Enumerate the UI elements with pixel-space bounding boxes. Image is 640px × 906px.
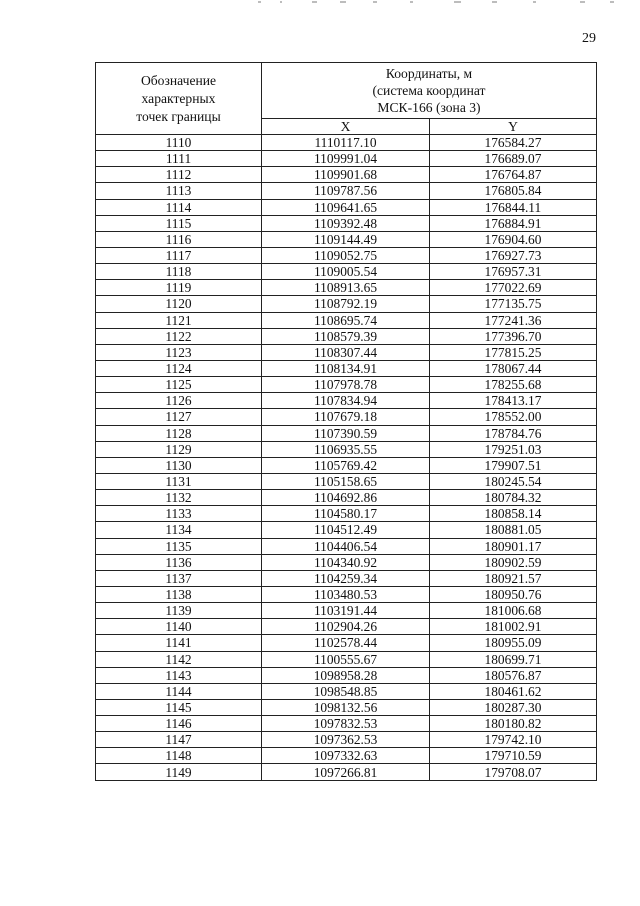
x-coordinate-cell: 1109144.49 <box>262 231 430 247</box>
y-coordinate-cell: 180858.14 <box>430 506 597 522</box>
x-coordinate-cell: 1109052.75 <box>262 247 430 263</box>
x-coordinate-cell: 1104259.34 <box>262 570 430 586</box>
x-coordinate-cell: 1102904.26 <box>262 619 430 635</box>
table-row <box>96 538 597 554</box>
table-row <box>96 151 597 167</box>
table-row <box>96 522 597 538</box>
y-coordinate-cell: 180576.87 <box>430 667 597 683</box>
table-row <box>96 667 597 683</box>
coordinates-header <box>262 63 597 119</box>
y-coordinate-cell: 179907.51 <box>430 457 597 473</box>
x-coordinate-cell: 1109005.54 <box>262 264 430 280</box>
y-coordinate-cell: 177396.70 <box>430 328 597 344</box>
table-row <box>96 716 597 732</box>
x-coordinate-cell: 1108134.91 <box>262 360 430 376</box>
coordinates-header-line: МСК-166 (зона 3) <box>377 100 481 115</box>
table-row <box>96 312 597 328</box>
table-row <box>96 603 597 619</box>
x-coordinate-cell: 1109787.56 <box>262 183 430 199</box>
x-coordinate-cell: 1100555.67 <box>262 651 430 667</box>
point-id-cell: 1125 <box>96 377 262 393</box>
point-id-cell: 1148 <box>96 748 262 764</box>
x-column-header: X <box>262 119 430 135</box>
table-row <box>96 619 597 635</box>
table-row <box>96 635 597 651</box>
point-id-cell: 1138 <box>96 586 262 602</box>
y-coordinate-cell: 176904.60 <box>430 231 597 247</box>
x-coordinate-cell: 1107390.59 <box>262 425 430 441</box>
y-coordinate-cell: 180461.62 <box>430 683 597 699</box>
table-row <box>96 409 597 425</box>
point-header-line: точек границы <box>136 108 221 124</box>
table-row <box>96 651 597 667</box>
table-row <box>96 264 597 280</box>
y-coordinate-cell: 180950.76 <box>430 586 597 602</box>
point-id-cell: 1112 <box>96 167 262 183</box>
point-id-cell: 1134 <box>96 522 262 538</box>
y-coordinate-cell: 176584.27 <box>430 135 597 151</box>
point-id-cell: 1111 <box>96 151 262 167</box>
x-coordinate-cell: 1108579.39 <box>262 328 430 344</box>
point-id-cell: 1128 <box>96 425 262 441</box>
point-id-cell: 1146 <box>96 716 262 732</box>
point-id-cell: 1126 <box>96 393 262 409</box>
y-coordinate-cell: 178067.44 <box>430 360 597 376</box>
x-coordinate-cell: 1103480.53 <box>262 586 430 602</box>
x-coordinate-cell: 1098548.85 <box>262 683 430 699</box>
coordinates-header-line: (система координат <box>372 83 486 98</box>
y-coordinate-cell: 180245.54 <box>430 473 597 489</box>
x-coordinate-cell: 1097832.53 <box>262 716 430 732</box>
point-header-line: Обозначение <box>140 72 217 88</box>
y-coordinate-cell: 176884.91 <box>430 215 597 231</box>
y-coordinate-cell: 176844.11 <box>430 199 597 215</box>
point-id-cell: 1137 <box>96 570 262 586</box>
scan-edge-marks <box>250 0 620 5</box>
y-coordinate-cell: 179742.10 <box>430 732 597 748</box>
x-coordinate-cell: 1098132.56 <box>262 699 430 715</box>
table-header <box>96 63 597 135</box>
point-id-cell: 1124 <box>96 360 262 376</box>
y-coordinate-cell: 180902.59 <box>430 554 597 570</box>
point-id-cell: 1135 <box>96 538 262 554</box>
y-coordinate-cell: 177815.25 <box>430 344 597 360</box>
x-coordinate-cell: 1105158.65 <box>262 473 430 489</box>
x-coordinate-cell: 1110117.10 <box>262 135 430 151</box>
x-coordinate-cell: 1109991.04 <box>262 151 430 167</box>
point-id-cell: 1123 <box>96 344 262 360</box>
x-coordinate-cell: 1104340.92 <box>262 554 430 570</box>
table-row <box>96 215 597 231</box>
point-id-cell: 1136 <box>96 554 262 570</box>
y-coordinate-cell: 179710.59 <box>430 748 597 764</box>
table-row <box>96 425 597 441</box>
point-id-cell: 1140 <box>96 619 262 635</box>
y-coordinate-cell: 178552.00 <box>430 409 597 425</box>
table-row <box>96 360 597 376</box>
point-id-cell: 1120 <box>96 296 262 312</box>
page-number: 29 <box>582 31 596 46</box>
y-coordinate-cell: 180287.30 <box>430 699 597 715</box>
point-id-cell: 1139 <box>96 603 262 619</box>
point-id-cell: 1119 <box>96 280 262 296</box>
point-id-cell: 1118 <box>96 264 262 280</box>
y-coordinate-cell: 176764.87 <box>430 167 597 183</box>
x-coordinate-cell: 1104692.86 <box>262 490 430 506</box>
table-row <box>96 296 597 312</box>
point-id-cell: 1127 <box>96 409 262 425</box>
point-id-cell: 1122 <box>96 328 262 344</box>
point-id-cell: 1133 <box>96 506 262 522</box>
y-coordinate-cell: 176689.07 <box>430 151 597 167</box>
point-designation-header <box>96 63 262 135</box>
y-coordinate-cell: 180881.05 <box>430 522 597 538</box>
table-row <box>96 748 597 764</box>
y-coordinate-cell: 181002.91 <box>430 619 597 635</box>
y-coordinate-cell: 179251.03 <box>430 441 597 457</box>
point-id-cell: 1121 <box>96 312 262 328</box>
x-coordinate-cell: 1102578.44 <box>262 635 430 651</box>
table-body <box>96 135 597 781</box>
point-id-cell: 1141 <box>96 635 262 651</box>
coordinates-table <box>95 62 597 781</box>
coordinates-header-line: Координаты, м <box>385 66 473 81</box>
point-id-cell: 1116 <box>96 231 262 247</box>
y-coordinate-cell: 181006.68 <box>430 603 597 619</box>
table-row <box>96 393 597 409</box>
y-coordinate-cell: 177241.36 <box>430 312 597 328</box>
table-row <box>96 586 597 602</box>
x-coordinate-cell: 1097362.53 <box>262 732 430 748</box>
table-row <box>96 344 597 360</box>
table-row <box>96 473 597 489</box>
x-coordinate-cell: 1103191.44 <box>262 603 430 619</box>
table-row <box>96 377 597 393</box>
x-coordinate-cell: 1108913.65 <box>262 280 430 296</box>
point-id-cell: 1129 <box>96 441 262 457</box>
y-column-header: Y <box>430 119 597 135</box>
x-coordinate-cell: 1105769.42 <box>262 457 430 473</box>
table-row <box>96 231 597 247</box>
point-id-cell: 1149 <box>96 764 262 780</box>
table-row <box>96 199 597 215</box>
point-id-cell: 1145 <box>96 699 262 715</box>
x-coordinate-cell: 1109901.68 <box>262 167 430 183</box>
x-coordinate-cell: 1109641.65 <box>262 199 430 215</box>
table-row <box>96 457 597 473</box>
y-coordinate-cell: 180784.32 <box>430 490 597 506</box>
point-id-cell: 1142 <box>96 651 262 667</box>
x-coordinate-cell: 1106935.55 <box>262 441 430 457</box>
point-id-cell: 1144 <box>96 683 262 699</box>
x-coordinate-cell: 1109392.48 <box>262 215 430 231</box>
point-header-line: характерных <box>141 90 216 106</box>
point-id-cell: 1113 <box>96 183 262 199</box>
y-coordinate-cell: 176957.31 <box>430 264 597 280</box>
table-row <box>96 683 597 699</box>
table-row <box>96 183 597 199</box>
y-coordinate-cell: 176927.73 <box>430 247 597 263</box>
y-coordinate-cell: 180955.09 <box>430 635 597 651</box>
table-row <box>96 764 597 780</box>
table-row <box>96 699 597 715</box>
point-id-cell: 1143 <box>96 667 262 683</box>
table-row <box>96 247 597 263</box>
point-id-cell: 1115 <box>96 215 262 231</box>
y-coordinate-cell: 180180.82 <box>430 716 597 732</box>
table-row <box>96 280 597 296</box>
x-coordinate-cell: 1104406.54 <box>262 538 430 554</box>
x-coordinate-cell: 1107834.94 <box>262 393 430 409</box>
x-coordinate-cell: 1104580.17 <box>262 506 430 522</box>
y-coordinate-cell: 177022.69 <box>430 280 597 296</box>
x-coordinate-cell: 1108792.19 <box>262 296 430 312</box>
x-coordinate-cell: 1097332.63 <box>262 748 430 764</box>
x-coordinate-cell: 1107679.18 <box>262 409 430 425</box>
table-row <box>96 135 597 151</box>
x-coordinate-cell: 1104512.49 <box>262 522 430 538</box>
y-coordinate-cell: 180699.71 <box>430 651 597 667</box>
point-id-cell: 1131 <box>96 473 262 489</box>
x-coordinate-cell: 1098958.28 <box>262 667 430 683</box>
y-coordinate-cell: 180901.17 <box>430 538 597 554</box>
y-coordinate-cell: 180921.57 <box>430 570 597 586</box>
point-id-cell: 1132 <box>96 490 262 506</box>
table-row <box>96 441 597 457</box>
point-id-cell: 1130 <box>96 457 262 473</box>
point-id-cell: 1147 <box>96 732 262 748</box>
table-row <box>96 732 597 748</box>
y-coordinate-cell: 177135.75 <box>430 296 597 312</box>
y-coordinate-cell: 178255.68 <box>430 377 597 393</box>
table-row <box>96 167 597 183</box>
y-coordinate-cell: 179708.07 <box>430 764 597 780</box>
point-id-cell: 1110 <box>96 135 262 151</box>
x-coordinate-cell: 1108695.74 <box>262 312 430 328</box>
table-row <box>96 490 597 506</box>
table-row <box>96 570 597 586</box>
table-row <box>96 506 597 522</box>
y-coordinate-cell: 178413.17 <box>430 393 597 409</box>
x-coordinate-cell: 1097266.81 <box>262 764 430 780</box>
point-id-cell: 1114 <box>96 199 262 215</box>
point-id-cell: 1117 <box>96 247 262 263</box>
table-row <box>96 328 597 344</box>
table-row <box>96 554 597 570</box>
x-coordinate-cell: 1107978.78 <box>262 377 430 393</box>
x-coordinate-cell: 1108307.44 <box>262 344 430 360</box>
y-coordinate-cell: 176805.84 <box>430 183 597 199</box>
y-coordinate-cell: 178784.76 <box>430 425 597 441</box>
